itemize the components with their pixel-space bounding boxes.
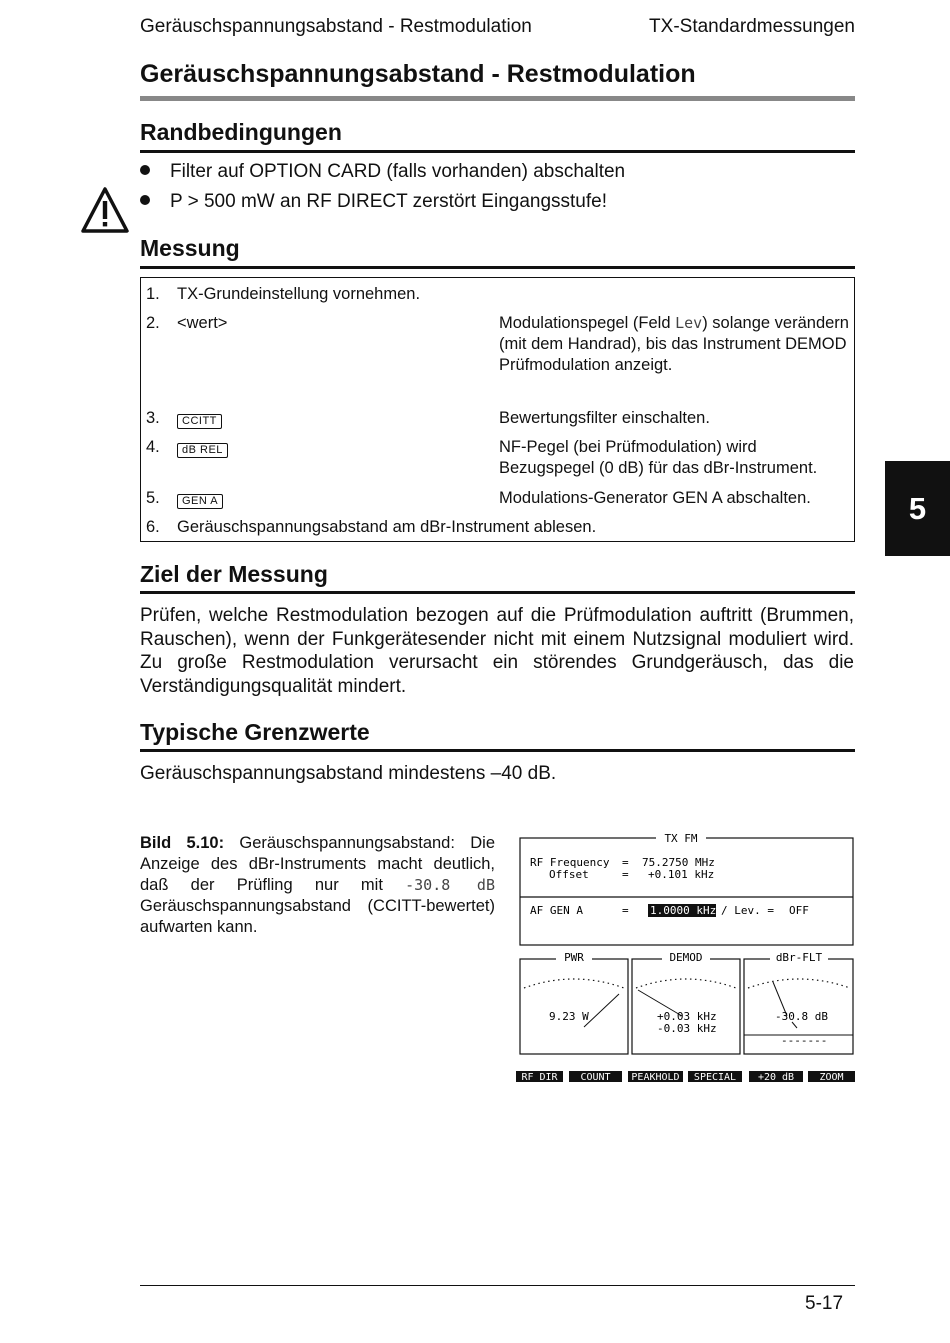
page-number: 5-17 <box>805 1293 844 1314</box>
footer-rule <box>140 1285 855 1286</box>
step-number: 6. <box>146 518 160 536</box>
step-text: TX-Grundeinstellung vornehmen. <box>177 285 421 303</box>
softkey-count[interactable]: COUNT <box>580 1072 611 1083</box>
offset-value: +0.101 kHz <box>648 868 715 881</box>
afgen-label: AF GEN A <box>530 904 583 917</box>
step-number: 2. <box>146 314 160 332</box>
softkey-peakhold[interactable]: PEAKHOLD <box>631 1072 680 1083</box>
meter-value-dbr: -30.8 dB <box>775 1010 828 1023</box>
step-number: 5. <box>146 489 160 507</box>
svg-text:=: = <box>622 856 629 869</box>
lev-label: / Lev. = <box>721 904 774 917</box>
meter-value-demod: +0.03 kHz <box>657 1010 717 1023</box>
bullet-icon <box>140 195 150 205</box>
step-number: 3. <box>146 409 160 427</box>
softkey-special[interactable]: SPECIAL <box>693 1072 737 1083</box>
bullet-icon <box>140 165 150 175</box>
meter-title-demod: DEMOD <box>669 951 703 964</box>
softkey-plus20db[interactable]: +20 dB <box>757 1072 795 1083</box>
softkey-zoom[interactable]: ZOOM <box>819 1072 844 1083</box>
step-description: Modulations-Generator GEN A abschalten. <box>499 489 811 507</box>
softkey-rf-dir[interactable]: RF DIR <box>521 1072 558 1083</box>
grenzwerte-paragraph: Geräuschspannungsabstand mindestens –40 dB. <box>140 763 557 784</box>
step-number: 4. <box>146 438 160 456</box>
warning-triangle-icon <box>80 186 130 234</box>
lev-value[interactable]: OFF <box>789 904 809 917</box>
step-description: Modulationspegel (Feld Lev) solange verändern (mit dem Handrad), bis das Instrument DEMOD Prüfmodulation anzeigt. <box>499 314 849 374</box>
section-heading-grenzwerte: Typische Grenzwerte <box>140 719 370 745</box>
bullet-item <box>140 191 607 213</box>
chapter-tab: 5 <box>885 461 950 556</box>
section-heading-messung: Messung <box>140 235 240 261</box>
caption-value: -30.8 dB <box>405 876 495 894</box>
rf-frequency-label: RF Frequency <box>530 856 610 869</box>
offset-label: Offset <box>549 868 589 881</box>
section-heading-randbedingungen: Randbedingungen <box>140 119 342 145</box>
running-header-left: Geräuschspannungsabstand - Restmodulation <box>140 16 532 37</box>
section-rule <box>140 266 855 269</box>
afgen-value-field[interactable]: 1.0000 kHz <box>650 904 717 917</box>
key-ccitt: CCITT <box>177 409 222 430</box>
ziel-paragraph: Prüfen, welche Restmodulation bezogen auf die Prüfmodulation auftritt (Brummen, Rauschen), wenn der Funkgerätesender nicht mit einem Nutzsignal moduliert wird. Zu große Restmodulation verursacht ein störendes Grundgeräusch, das die Verständigungsqualität mindert. <box>140 605 854 697</box>
bullet-text: Filter auf OPTION CARD (falls vorhanden) abschalten <box>170 161 626 182</box>
section-rule <box>140 591 855 594</box>
key-db-rel: dB REL <box>177 438 228 459</box>
meter-value-dbr-2: ------- <box>781 1034 828 1047</box>
svg-text:=: = <box>622 868 629 881</box>
field-code: Lev <box>675 314 703 332</box>
step-text: Geräuschspannungsabstand am dBr-Instrument ablesen. <box>177 518 597 536</box>
section-rule <box>140 150 855 153</box>
section-heading-ziel: Ziel der Messung <box>140 561 328 587</box>
figure-caption: Bild 5.10: Geräuschspannungsabstand: Die Anzeige des dBr-Instruments macht deutlich, daß der Prüfling nur mit -30.8 dB Geräuschspannungsabstand (CCITT-bewertet) aufwarten kann. <box>140 834 496 936</box>
key-gen-a: GEN A <box>177 489 223 510</box>
bullet-text: P > 500 mW an RF DIRECT zerstört Eingangsstufe! <box>170 191 607 212</box>
step-description: Bewertungsfilter einschalten. <box>499 409 710 427</box>
meter-title-dbr: dBr-FLT <box>775 951 823 964</box>
step-action: <wert> <box>177 314 228 332</box>
section-rule <box>140 749 855 752</box>
meter-title-pwr: PWR <box>564 951 584 964</box>
meter-value-demod-2: -0.03 kHz <box>657 1022 717 1035</box>
step-number: 1. <box>146 285 160 303</box>
running-header-right: TX-Standardmessungen <box>649 16 855 37</box>
steps-table <box>140 277 855 542</box>
title-rule <box>140 96 855 101</box>
svg-text:=: = <box>622 904 629 917</box>
bullet-item <box>140 161 625 183</box>
instrument-screen <box>514 830 859 1085</box>
screen-title: TX FM <box>664 832 698 845</box>
meter-value-pwr: 9.23 W <box>549 1010 589 1023</box>
figure-label: Bild 5.10: <box>140 834 225 852</box>
rf-frequency-value: 75.2750 MHz <box>642 856 715 869</box>
page-title: Geräuschspannungsabstand - Restmodulation <box>140 60 696 88</box>
step-description: NF-Pegel (bei Prüfmodulation) wird Bezugspegel (0 dB) für das dBr-Instrument. <box>499 438 818 477</box>
